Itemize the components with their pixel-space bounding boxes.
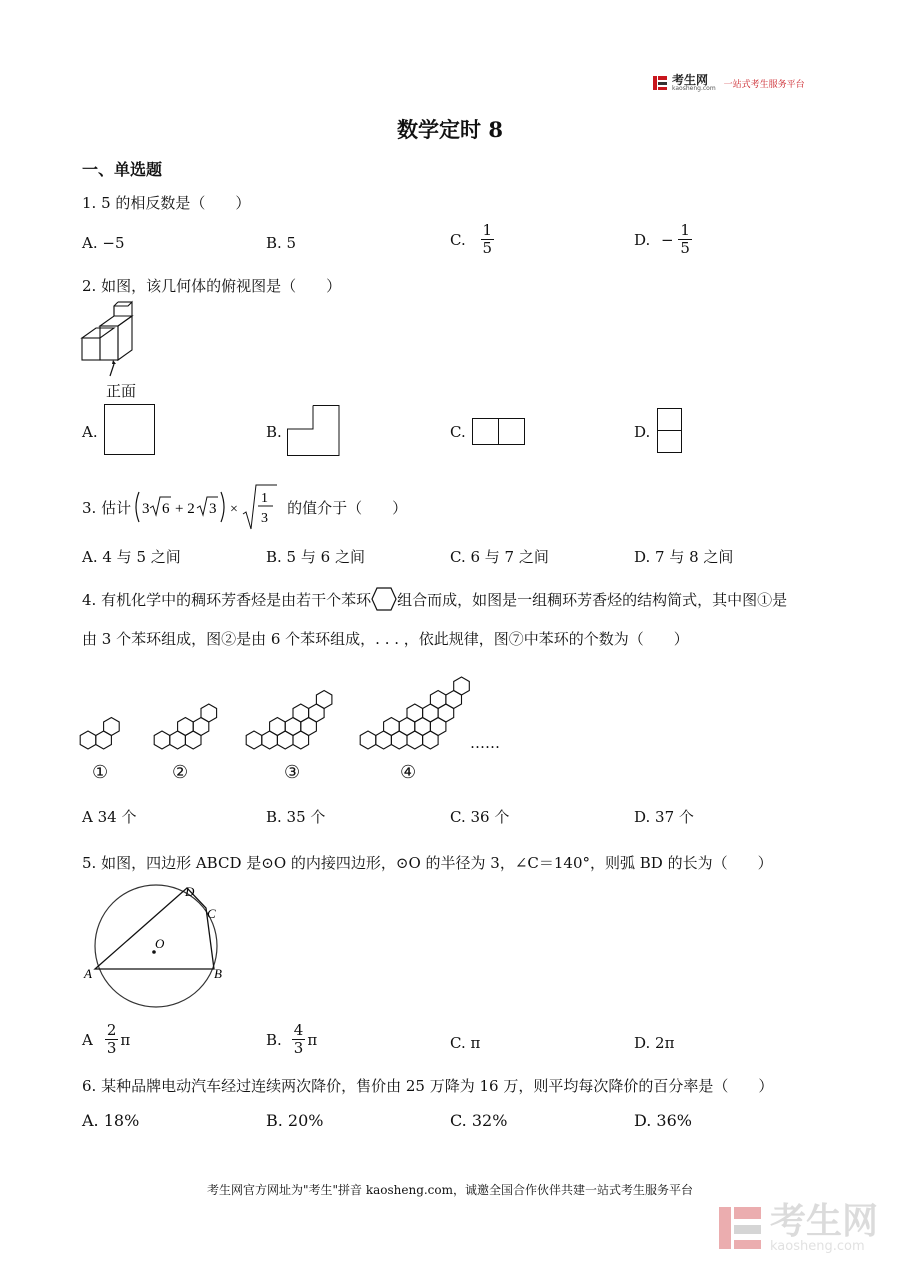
- benzene-ring-fig1: [104, 718, 120, 736]
- q3-option-b: B. 5 与 6 之间: [266, 548, 365, 566]
- benzene-ring-fig3: [316, 691, 332, 709]
- q2-option-c-figure: [472, 418, 526, 446]
- watermark-brand: 考生网: [770, 1200, 879, 1242]
- q2-solid-figure: [80, 302, 142, 382]
- section-heading: 一、单选题: [82, 160, 163, 179]
- logo-brand: 考生网: [672, 73, 709, 87]
- svg-text:3: 3: [209, 501, 217, 517]
- q5-stem: 5. 如图，四边形 ABCD 是⊙O 的内接四边形，⊙O 的半径为 3，∠C＝140°，则弧 BD 的长为（ ）: [82, 854, 773, 872]
- q6-stem: 6. 某种品牌电动汽车经过连续两次降价，售价由 25 万降为 16 万，则平均每次降价的百分率是（ ）: [82, 1077, 774, 1095]
- svg-text:+ 2: + 2: [175, 501, 195, 517]
- q4-fig-label-1: ①: [92, 762, 109, 783]
- q6-option-a: A. 18%: [82, 1111, 140, 1130]
- q4-option-b: B. 35 个: [266, 808, 326, 826]
- benzene-ring-fig2: [201, 704, 217, 722]
- benzene-ring-fig3: [270, 718, 286, 736]
- q5-option-a: A $\frac{2}{3}$ π: [82, 1021, 131, 1058]
- q2-option-d: D.: [634, 423, 651, 441]
- q4-option-c: C. 36 个: [450, 808, 510, 826]
- q5-option-d: D. 2π: [634, 1034, 675, 1052]
- q3-option-d: D. 7 与 8 之间: [634, 548, 734, 566]
- q3-option-a: A. 4 与 5 之间: [82, 548, 181, 566]
- benzene-ring-fig3: [246, 731, 262, 749]
- benzene-ring-fig1: [80, 731, 96, 749]
- svg-text:6: 6: [162, 501, 170, 517]
- q6-option-d: D. 36%: [634, 1111, 692, 1130]
- benzene-ring-fig3: [293, 704, 309, 722]
- q4-benzene-figures: [76, 672, 536, 767]
- q2-option-a-figure: [104, 404, 156, 456]
- q5-circle-figure: [80, 880, 240, 1000]
- q2-option-d-figure: [657, 408, 683, 454]
- q4-fig-label-4: ④: [400, 762, 417, 783]
- benzene-ring-fig2: [178, 718, 194, 736]
- benzene-ring-fig4: [407, 704, 423, 722]
- q1-option-a: A. −5: [82, 234, 125, 252]
- q4-line2: 由 3 个苯环组成，图②是由 6 个苯环组成，. . . ，依此规律，图⑦中苯环的个数为（ ）: [82, 630, 689, 648]
- q4-option-d: D. 37 个: [634, 808, 694, 826]
- q5-label-A: A: [84, 966, 92, 981]
- q5-option-b: B. $\frac{4}{3}$ π: [266, 1021, 318, 1058]
- benzene-ring-fig4: [360, 731, 376, 749]
- benzene-ring-icon: [371, 587, 397, 611]
- kaosheng-logo-icon: [652, 75, 668, 91]
- q5-label-O: O: [155, 936, 165, 951]
- svg-text:1: 1: [261, 491, 269, 506]
- header-logo: [652, 74, 805, 92]
- q2-option-b: B.: [266, 423, 282, 441]
- q1-option-d: D. − $\frac{1}{5}$: [634, 221, 690, 258]
- svg-text:×: ×: [230, 502, 238, 517]
- q6-option-c: C. 32%: [450, 1111, 508, 1130]
- q6-option-b: B. 20%: [266, 1111, 324, 1130]
- benzene-ring-fig4: [454, 677, 470, 695]
- q1-option-b: B. 5: [266, 234, 297, 252]
- q4-option-a: A 34 个: [82, 808, 137, 826]
- q2-option-b-figure: [287, 405, 341, 457]
- q3-option-c: C. 6 与 7 之间: [450, 548, 549, 566]
- q1-option-c: C. $\frac{1}{5}$: [450, 221, 493, 258]
- q3-expression: [133, 484, 283, 530]
- benzene-ring-fig4: [384, 718, 400, 736]
- benzene-ring-fig4: [430, 691, 446, 709]
- q4-line1: 4. 有机化学中的稠环芳香烃是由若干个苯环 组合而成，如图是一组稠环芳香烃的结构简式，其中图①是: [82, 587, 787, 611]
- benzene-ring-fig2: [154, 731, 170, 749]
- q4-ellipsis: ……: [470, 734, 500, 752]
- logo-url: kaosheng.com: [672, 85, 716, 92]
- q5-label-D: D: [185, 884, 195, 899]
- footer-text: 考生网官方网址为"考生"拼音 kaosheng.com，诚邀全国合作伙伴共建一站式考生服务平台: [206, 1183, 694, 1197]
- q4-fig-label-2: ②: [172, 762, 189, 783]
- q5-label-C: C: [207, 906, 216, 921]
- q4-fig-label-3: ③: [284, 762, 301, 783]
- q5-label-B: B: [214, 966, 222, 981]
- page-title: 数学定时 8: [397, 117, 503, 142]
- q3-stem: 3. 估计 3 6 + 2 3 × 1 3 的值介于（ ）: [82, 484, 407, 530]
- q2-option-a: A.: [82, 423, 98, 441]
- watermark: [716, 1202, 878, 1254]
- logo-slogan: 一站式考生服务平台: [723, 79, 805, 90]
- kaosheng-watermark-icon: [716, 1202, 764, 1254]
- q2-front-label: 正面: [106, 382, 137, 400]
- q2-option-c: C.: [450, 423, 466, 441]
- svg-text:3: 3: [142, 501, 150, 517]
- q5-option-c: C. π: [450, 1034, 481, 1052]
- q1-stem: 1. 5 的相反数是（ ）: [82, 194, 251, 212]
- q2-stem: 2. 如图，该几何体的俯视图是（ ）: [82, 277, 342, 295]
- svg-text:3: 3: [261, 511, 269, 526]
- watermark-url: kaosheng.com: [770, 1238, 865, 1254]
